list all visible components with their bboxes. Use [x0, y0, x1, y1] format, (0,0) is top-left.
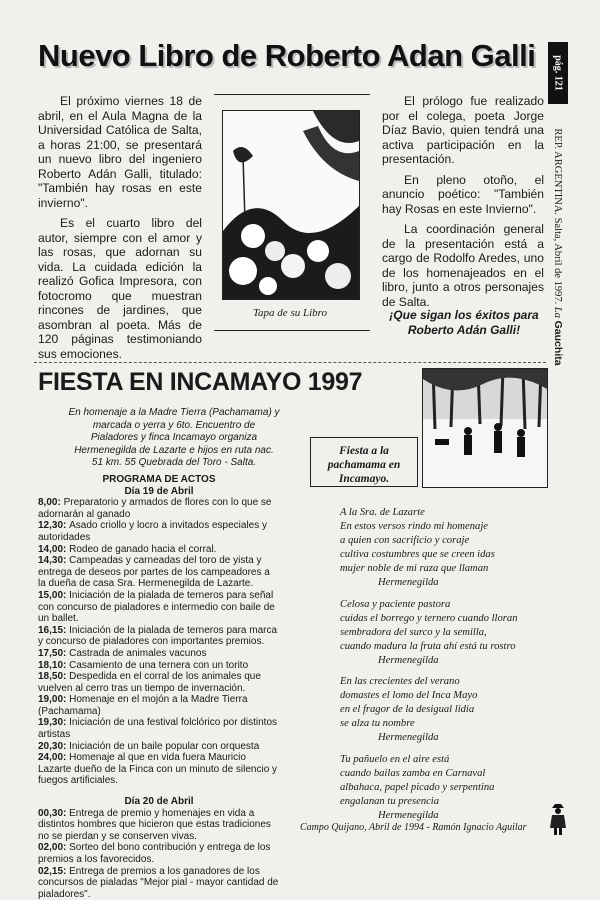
poem [340, 506, 546, 823]
schedule-text: Castrada de animales vacunos [69, 647, 207, 659]
schedule-item: 16,15: Iniciación de la pialada de terneros para marca y concurso de pialadores con importantes premios. [38, 624, 278, 648]
schedule-time: 02,00 [38, 842, 64, 854]
article-column-1 [38, 94, 202, 367]
schedule-item: 00,30: Entrega de premio y homenajes en vida a distintos hombres que hicieron que estas tradiciones no se pierdan y se conserven vivas. [38, 807, 271, 842]
schedule-time: 12,30 [38, 520, 64, 532]
stanza-break [340, 746, 546, 753]
schedule-item: 15,00: Iniciación de la pialada de terneros para señal con concurso de pialadores e intermedio con baile de un ballet. [38, 589, 275, 625]
closing-remark: ¡Que sigan los éxitos para Roberto Adán Galli! [389, 308, 539, 337]
program-of-events [38, 474, 280, 900]
divider-rule [214, 330, 370, 331]
schedule-text: Despedida en el corral de los animales que vuelven al cerro tras un tiempo de invernación. [38, 671, 261, 694]
poem-line: mujer noble de mi raza que llaman [340, 563, 489, 575]
poem-signature: Campo Quijano, Abril de 1994 - Ramón Ignacio Aguilar [300, 822, 527, 833]
publication-date-line: REP. ARGENTINA. Salta, Abril de 1997. [552, 128, 563, 305]
schedule-time: 16,15 [38, 624, 64, 636]
day-heading: Día 19 de Abril [124, 485, 194, 497]
poem-refrain: Hermenegilda [378, 809, 439, 821]
brand-prefix: La [552, 306, 563, 319]
schedule-text: Sorteo del bono contribución y entrega de los premios a los favorecidos. [38, 842, 271, 865]
schedule-item: 8,00: Preparatorio y armados de flores con lo que se adornarán al ganado [38, 497, 272, 520]
poem-line: cultiva costumbres que se creen idas [340, 549, 495, 561]
paragraph: En pleno otoño, el anuncio poético: "También hay Rosas en este Invierno". [382, 172, 544, 216]
poem-line: En las crecientes del verano [340, 676, 460, 688]
poem-line: se alza tu nombre [340, 718, 415, 730]
paragraph: El prólogo fue realizado por el colega, poeta Jorge Díaz Bavio, quien tendrá una activa participación en la presentación. [382, 94, 544, 166]
schedule-text: Entrega de premio y homenajes en vida a distintos hombres que hicieron que estas tradiciones no se pierdan y se conserven vivas. [38, 807, 271, 842]
divider-rule [214, 94, 370, 95]
schedule-text: Rodeo de ganado hacia el corral. [69, 543, 217, 555]
schedule-text: Iniciación de un baile popular con orquesta [69, 740, 260, 752]
poem-line: albahaca, papel picado y serpentina [340, 781, 495, 793]
poem-line: Celosa y paciente pastora [340, 598, 451, 610]
schedule-time: 14,30 [38, 555, 64, 567]
paragraph: La coordinación general de la presentación está a cargo de Rodolfo Aredes, uno de los homenajeados en el libro, junto a otros personajes de Salta. [382, 222, 544, 309]
publication-line [552, 128, 564, 365]
schedule-text: Homenaje en el mojón a la Madre Tierra (Pachamama) [38, 694, 248, 717]
schedule-item: 12,30: Asado criollo y locro a invitados especiales y autoridades [38, 520, 268, 543]
schedule-item: 19,00: Homenaje en el mojón a la Madre Tierra (Pachamama) [38, 694, 248, 717]
schedule-text: Campeadas y carneadas del toro de yista y entrega de deseos por partes de los campeadores a la dueña de casa Sra. Hermenegilda de Lazarte. [38, 555, 270, 590]
photo-caption: Tapa de su Libro [252, 307, 328, 319]
schedule-text: Entrega de premios a los ganadores de los concursos de pialadas "Mejor pial - mayor cantidad de pialadores". [38, 865, 279, 900]
schedule-text: Homenaje al que en vida fuera Mauricio Lazarte dueño de la Finca con un minuto de silencio y fuegos artificiales. [38, 752, 278, 787]
schedule-time: 18,10 [38, 659, 64, 671]
schedule-text: Asado criollo y locro a invitados especiales y autoridades [38, 520, 268, 543]
schedule-text: Casamiento de una ternera con un torito [69, 659, 249, 671]
article-intro: En homenaje a la Madre Tierra (Pachamama) y marcada o yerra y 6to. Encuentro de Pialadores y finca Incamayo organiza Hermenegilda de Lazarte e hijos en ruta nac. 51 km. 55 Quebrada del Toro - Salta. [68, 407, 280, 468]
stanza-break [340, 668, 546, 675]
poem-refrain: Hermenegilda [378, 654, 439, 666]
schedule-item: 14,30: Campeadas y carneadas del toro de yista y entrega de deseos por partes de los campeadores a la dueña de casa Sra. Hermenegilda de Lazarte. [38, 555, 270, 590]
brand-name: Gauchita [552, 320, 564, 366]
paragraph: Es el cuarto libro del autor, siempre con el amor y las rosas, que adornan su vida. La cuidada edición la realizó Gofica Impresora, con fotocromo que muestran rincones de jardines, que asombran al poeta. Más de 120 páginas testimoniando sus emociones. [38, 216, 202, 361]
article-column-3 [382, 94, 544, 315]
poem-refrain: Hermenegilda [378, 732, 439, 744]
day-2-schedule [38, 808, 280, 900]
program-title: PROGRAMA DE ACTOS [102, 474, 216, 485]
book-cover-photo [222, 110, 360, 300]
poem-line: sembradora del surco y la semilla, [340, 626, 487, 638]
poem-line: a quien con sacrificio y coraje [340, 535, 470, 547]
poem-line: en el fragor de la desigual lidia [340, 704, 475, 716]
photo-caption-text: Fiesta a la pachamama en Incamayo. [327, 445, 401, 485]
fiesta-photo [422, 368, 548, 488]
poem-line: Tu pañuelo en el aire está [340, 753, 450, 765]
schedule-item: 17,50: Castrada de animales vacunos [38, 647, 207, 659]
page-number: pág. 121 [552, 55, 564, 91]
schedule-time: 19,30 [38, 717, 64, 729]
schedule-time: 02,15 [38, 865, 64, 877]
paragraph: El próximo viernes 18 de abril, en el Aula Magna de la Universidad Católica de Salta, a horas 21:00, se presentará un nuevo libro del ingeniero Roberto Adán Galli, titulado: "También hay rosas en este invierno". [38, 94, 202, 210]
poem-line: engalanan tu presencia [340, 795, 440, 807]
schedule-time: 17,50 [38, 647, 64, 659]
schedule-time: 8,00 [38, 497, 58, 509]
schedule-text: Iniciación de una festival folclórico por distintos artistas [38, 717, 278, 741]
schedule-time: 24,00 [38, 752, 64, 764]
poem-line: cuando bailas zamba en Carnaval [340, 767, 486, 779]
article-title: Nuevo Libro de Roberto Adan Galli [38, 38, 536, 73]
schedule-time: 18,50 [38, 671, 64, 683]
day-1-schedule [38, 497, 280, 787]
poem-line: A la Sra. de Lazarte [340, 507, 425, 518]
stanza-break [340, 591, 546, 598]
schedule-item: 24,00: Homenaje al que en vida fuera Mauricio Lazarte dueño de la Finca con un minuto de silencio y fuegos artificiales. [38, 752, 278, 787]
poem-line: cuando madura la fruta ahí está tu rostro [340, 640, 516, 652]
page-number-box [548, 42, 568, 104]
schedule-item: 19,30: Iniciación de una festival folclórico por distintos artistas [38, 717, 278, 741]
poem-line: domastes el lomo del Inca Mayo [340, 690, 478, 702]
day-heading: Día 20 de Abril [124, 796, 194, 808]
photo-caption [310, 437, 418, 487]
schedule-time: 19,00 [38, 694, 64, 706]
schedule-item: 18,10: Casamiento de una ternera con un torito [38, 659, 249, 671]
schedule-item: 20,30: Iniciación de un baile popular con orquesta [38, 740, 260, 752]
schedule-text: Iniciación de la pialada de terneros para marca y concurso de pialadores con importantes premios. [38, 624, 278, 648]
schedule-time: 20,30 [38, 740, 64, 752]
schedule-time: 15,00 [38, 589, 64, 601]
schedule-item: 02,00: Sorteo del bono contribución y entrega de los premios a los favorecidos. [38, 842, 271, 865]
schedule-text: Iniciación de la pialada de terneros para señal con concurso de pialadores e intermedio con baile de un ballet. [38, 589, 275, 625]
schedule-text: Preparatorio y armados de flores con lo que se adornarán al ganado [38, 497, 272, 520]
schedule-item: 02,15: Entrega de premios a los ganadores de los concursos de pialadas "Mejor pial - mayor cantidad de pialadores". [38, 865, 279, 900]
section-divider [34, 362, 546, 363]
poem-line: En estos versos rindo mi homenaje [340, 521, 489, 533]
poem-line: cuidas el borrego y ternero cuando lloran [340, 612, 518, 624]
article-title: FIESTA EN INCAMAYO 1997 [38, 368, 363, 396]
schedule-time: 00,30 [38, 807, 64, 819]
poem-refrain: Hermenegilda [378, 577, 439, 589]
schedule-time: 14,00 [38, 543, 64, 555]
gaucho-figure-icon [548, 802, 568, 836]
schedule-item: 18,50: Despedida en el corral de los animales que vuelven al cerro tras un tiempo de invernación. [38, 671, 261, 694]
schedule-item: 14,00: Rodeo de ganado hacia el corral. [38, 543, 217, 555]
side-strip [548, 42, 568, 366]
